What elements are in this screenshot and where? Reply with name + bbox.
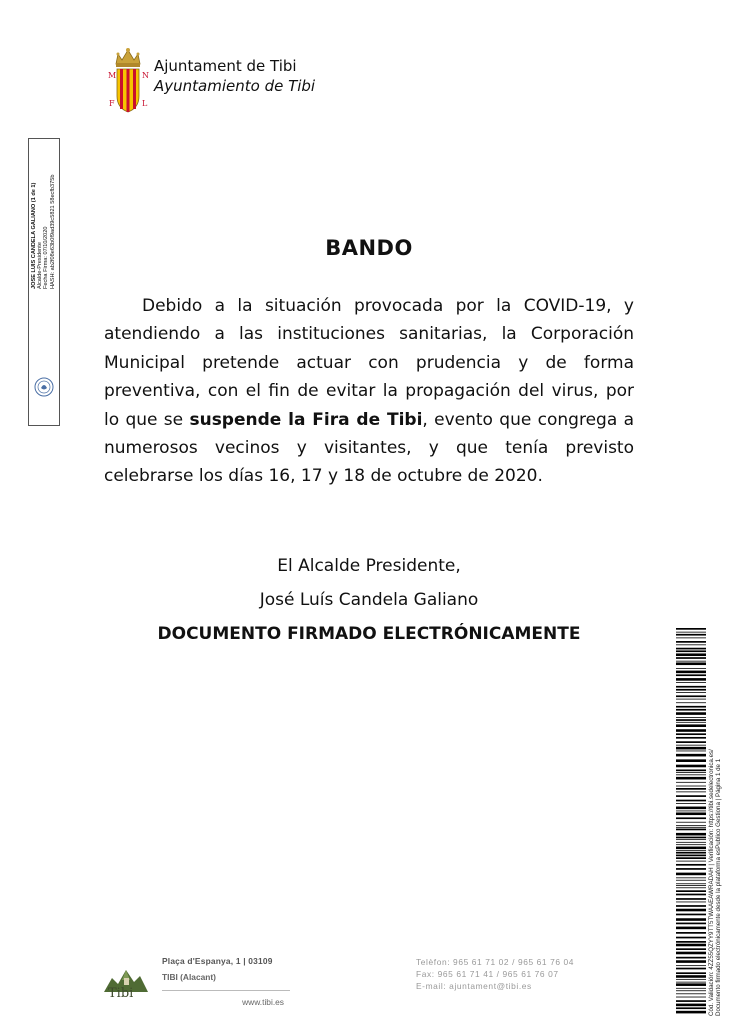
barcode-bar xyxy=(676,689,706,691)
barcode-bar xyxy=(676,914,706,916)
footer-contact xyxy=(416,956,574,992)
stamp-date: Fecha Firma: 07/10/2020 xyxy=(43,226,50,289)
barcode-bar xyxy=(676,880,706,881)
barcode-bar xyxy=(676,641,706,643)
barcode-bar xyxy=(676,827,706,828)
barcode-bar xyxy=(676,733,706,735)
barcode-bar xyxy=(676,885,706,886)
barcode-bar xyxy=(676,668,706,669)
barcode-bar xyxy=(676,894,706,896)
barcode-bar xyxy=(676,941,706,943)
barcode-bar xyxy=(676,786,706,787)
paragraph-text-part1: Debido a la situación provocada por la COVID-19, y atendiendo a las instituciones sanitarias, la Corporación Municipal pretende actuar con prudencia y de forma preventiva, con el fin de evitar la propagación del virus, por lo que se xyxy=(104,296,634,430)
barcode-bar xyxy=(676,634,706,636)
barcode-bar xyxy=(676,988,706,989)
barcode-bar xyxy=(676,868,706,870)
barcode-bar xyxy=(676,754,706,757)
barcode-bar xyxy=(676,990,706,991)
barcode-bar xyxy=(676,993,706,994)
barcode-bar xyxy=(676,671,706,674)
barcode-bar xyxy=(676,898,706,900)
barcode-bar xyxy=(676,709,706,711)
barcode-bar xyxy=(676,803,706,804)
footer-town: TIBI (Alacant) xyxy=(162,972,216,982)
barcode-bar xyxy=(676,791,706,792)
barcode-bar xyxy=(676,905,706,907)
barcode-bar xyxy=(676,909,706,912)
validation-barcode xyxy=(676,628,706,1014)
signature-stamp xyxy=(28,138,60,426)
barcode-bar xyxy=(676,759,706,762)
barcode-bar xyxy=(676,653,706,656)
municipal-header xyxy=(104,44,364,124)
barcode-bar xyxy=(676,864,706,866)
crest-letter-m: M xyxy=(108,71,117,80)
barcode-bar xyxy=(676,1011,706,1014)
barcode-bar xyxy=(676,932,706,934)
barcode-bar xyxy=(676,983,706,986)
barcode-bar xyxy=(676,957,706,959)
barcode-bar xyxy=(676,847,706,850)
barcode-bar xyxy=(676,682,706,683)
barcode-bar xyxy=(676,741,706,743)
barcode-bar xyxy=(676,729,706,732)
barcode-bar xyxy=(676,717,706,718)
barcode-bar xyxy=(676,829,706,831)
barcode-bar xyxy=(676,702,706,703)
barcode-bar xyxy=(676,811,706,812)
barcode-bar xyxy=(676,839,706,840)
barcode-bar xyxy=(676,842,706,843)
barcode-bar xyxy=(676,850,706,851)
coat-of-arms-icon xyxy=(104,44,152,124)
barcode-bar xyxy=(676,722,706,723)
barcode-bar xyxy=(676,795,706,797)
barcode-bar xyxy=(676,745,706,746)
crest-letter-l: L xyxy=(142,99,148,108)
barcode-bar xyxy=(676,637,706,638)
barcode-bar xyxy=(676,997,706,998)
announcement-paragraph xyxy=(104,292,634,491)
barcode-bar xyxy=(676,1000,706,1002)
barcode-bar xyxy=(676,968,706,970)
barcode-bar xyxy=(676,650,706,652)
seal-icon xyxy=(34,377,54,397)
barcode-bar xyxy=(676,769,706,771)
barcode-bar xyxy=(676,890,706,892)
crest-letter-f: F xyxy=(109,99,115,108)
municipal-name xyxy=(154,56,315,96)
document-title: BANDO xyxy=(325,236,413,260)
barcode-bar xyxy=(676,927,706,930)
electronic-signature-note: DOCUMENTO FIRMADO ELECTRÓNICAMENTE xyxy=(157,624,581,644)
barcode-bar xyxy=(676,674,706,676)
footer-divider xyxy=(162,990,290,991)
barcode-bar xyxy=(676,952,706,955)
barcode-bar xyxy=(676,751,706,752)
barcode-bar xyxy=(676,772,706,773)
barcode-bar xyxy=(676,699,706,700)
barcode-bar xyxy=(676,678,706,681)
stamp-hash: HASH: ab2f08e63b0f9ad39c5821 58ecfb375b xyxy=(49,174,56,289)
validation-platform: Documento firmado electrónicamente desde la plataforma esPublico Gestiona | Página 1 de 1 xyxy=(715,758,723,1016)
barcode-bar xyxy=(676,975,706,978)
footer-logo-name: Tibi xyxy=(108,986,134,1001)
barcode-bar xyxy=(676,662,706,665)
barcode-bar xyxy=(676,712,706,715)
barcode-bar xyxy=(676,800,706,802)
barcode-bar xyxy=(676,833,706,836)
barcode-bar xyxy=(676,887,706,888)
barcode-bar xyxy=(676,923,706,925)
barcode-bar xyxy=(676,948,706,950)
barcode-bar xyxy=(676,918,706,921)
barcode-bar xyxy=(676,944,706,947)
signer-name: José Luís Candela Galiano xyxy=(259,590,479,610)
barcode-bar xyxy=(676,706,706,708)
stamp-signer: JOSE LUIS CANDELA GALIANO (1 de 1) xyxy=(31,182,37,289)
barcode-bar xyxy=(676,1007,706,1009)
barcode-bar xyxy=(676,822,706,823)
barcode-bar xyxy=(676,782,706,783)
barcode-bar xyxy=(676,737,706,739)
barcode-bar xyxy=(676,765,706,768)
barcode-bar xyxy=(676,644,706,645)
barcode-bar xyxy=(676,807,706,810)
barcode-bar xyxy=(676,873,706,876)
barcode-bar xyxy=(676,648,706,650)
barcode-bar xyxy=(676,1004,706,1007)
footer-phone: Telèfon: 965 61 71 02 / 965 61 76 04 xyxy=(416,957,575,967)
barcode-bar xyxy=(676,777,706,780)
footer-fax: Fax: 965 61 71 41 / 965 61 76 07 xyxy=(416,969,559,979)
validation-text xyxy=(708,616,722,1016)
barcode-bar xyxy=(676,695,706,697)
barcode-bar xyxy=(676,724,706,727)
barcode-bar xyxy=(676,937,706,939)
barcode-bar xyxy=(676,972,706,974)
barcode-bar xyxy=(676,852,706,854)
barcode-bar xyxy=(676,902,706,903)
barcode-bar xyxy=(676,661,706,662)
stamp-role: Alcalde-Presidente xyxy=(37,242,44,289)
barcode-bar xyxy=(676,883,706,884)
paragraph-emphasis: suspende la Fira de Tibi xyxy=(189,409,423,430)
barcode-bar xyxy=(676,657,706,659)
barcode-bar xyxy=(676,857,706,859)
barcode-bar xyxy=(676,686,706,688)
barcode-bar xyxy=(676,788,706,790)
barcode-bar xyxy=(676,837,706,839)
barcode-bar xyxy=(676,965,706,966)
barcode-bar xyxy=(676,719,706,721)
signer-role: El Alcalde Presidente, xyxy=(277,556,461,576)
barcode-bar xyxy=(676,877,706,878)
barcode-bar xyxy=(676,812,706,815)
barcode-bar xyxy=(676,632,706,633)
barcode-bar xyxy=(676,855,706,857)
barcode-bar xyxy=(676,774,706,775)
municipal-name-valencian: Ajuntament de Tibi xyxy=(154,57,297,75)
barcode-bar xyxy=(676,692,706,693)
footer-email-link[interactable]: E-mail: ajuntament@tibi.es xyxy=(416,981,532,991)
barcode-bar xyxy=(676,825,706,826)
barcode-bar xyxy=(676,747,706,750)
crest-letter-n: N xyxy=(142,71,149,80)
footer-website-link[interactable]: www.tibi.es xyxy=(242,997,284,1007)
validation-code: Cód. Validación: 4ZZ55QZYY9TT5TWAAEAWRADAH | Verificación: https://tibi.sedelectronica.es/ xyxy=(708,749,715,1016)
barcode-bar xyxy=(676,960,706,963)
municipal-name-spanish: Ayuntamiento de Tibi xyxy=(154,77,316,95)
barcode-bar xyxy=(676,628,706,630)
barcode-bar xyxy=(676,982,706,983)
footer-address xyxy=(162,956,292,1007)
barcode-bar xyxy=(676,844,706,845)
barcode-bar xyxy=(676,861,706,862)
footer-street: Plaça d'Espanya, 1 | 03109 xyxy=(162,956,273,966)
barcode-bar xyxy=(676,979,706,980)
paragraph-text-part2: , evento que congrega a numerosos vecinos y visitantes, y que tenía previsto celebrarse los días 16, 17 y 18 de octubre de 2020. xyxy=(104,409,634,487)
barcode-bar xyxy=(676,817,706,819)
